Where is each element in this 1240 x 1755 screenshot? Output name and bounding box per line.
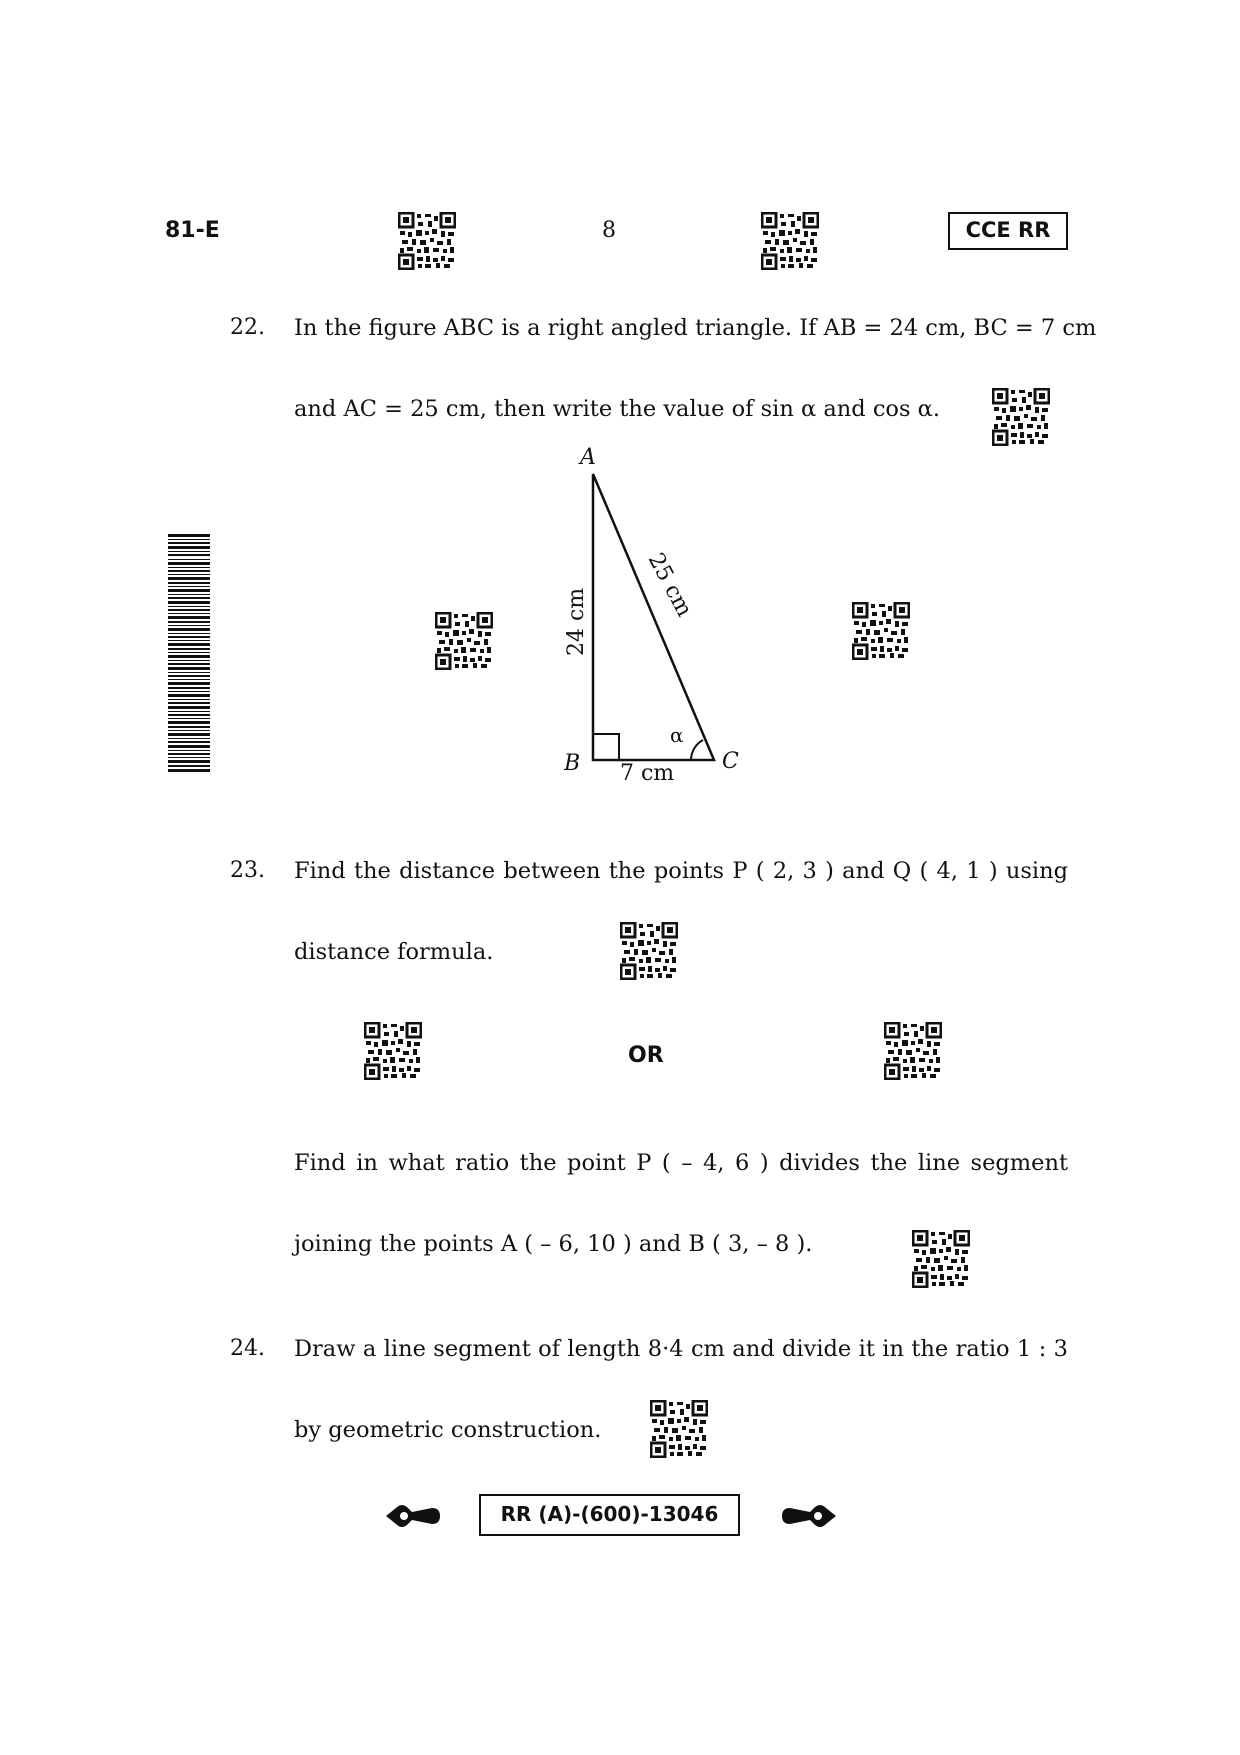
or-separator: OR (628, 1043, 664, 1068)
qr-code-icon (852, 602, 910, 660)
ornament-left-icon (384, 1500, 442, 1532)
qr-code-icon (884, 1022, 942, 1080)
triangle-abc (593, 474, 714, 760)
paper-code: 81-E (165, 218, 220, 243)
qr-code-icon (620, 922, 678, 980)
qr-code-icon (364, 1022, 422, 1080)
qr-code-icon (435, 612, 493, 670)
question-text: Find in what ratio the point P ( – 4, 6 ) divides the line segment (294, 1150, 1068, 1176)
side-bc-label: 7 cm (620, 761, 675, 786)
vertex-a-label: A (580, 445, 596, 470)
side-ab-label: 24 cm (564, 587, 589, 656)
paper-badge: CCE RR (948, 212, 1068, 250)
question-text: joining the points A ( – 6, 10 ) and B ( 3, – 8 ). (294, 1231, 813, 1257)
ornament-right-icon (780, 1500, 838, 1532)
question-text: In the figure ABC is a right angled triangle. If AB = 24 cm, BC = 7 cm (294, 315, 1097, 341)
barcode-icon (168, 534, 210, 772)
question-text: distance formula. (294, 939, 494, 965)
side-ac-label: 25 cm (642, 549, 697, 622)
vertex-c-label: C (722, 749, 739, 774)
question-text: by geometric construction. (294, 1417, 602, 1443)
vertex-b-label: B (564, 751, 581, 776)
triangle-figure (540, 438, 760, 798)
question-text: Find the distance between the points P ( 2, 3 ) and Q ( 4, 1 ) using (294, 858, 1068, 884)
qr-code-icon (398, 212, 456, 270)
qr-code-icon (912, 1230, 970, 1288)
question-text: and AC = 25 cm, then write the value of sin α and cos α. (294, 396, 941, 422)
angle-arc (691, 740, 703, 760)
angle-label: α (670, 723, 684, 747)
question-number: 24. (230, 1336, 265, 1361)
qr-code-icon (761, 212, 819, 270)
footer-code: RR (A)-(600)-13046 (479, 1494, 740, 1536)
page-number: 8 (602, 218, 616, 243)
qr-code-icon (650, 1400, 708, 1458)
qr-code-icon (992, 388, 1050, 446)
question-number: 23. (230, 858, 265, 883)
right-angle-mark (593, 734, 619, 760)
question-text: Draw a line segment of length 8·4 cm and divide it in the ratio 1 : 3 (294, 1336, 1068, 1362)
question-number: 22. (230, 315, 265, 340)
